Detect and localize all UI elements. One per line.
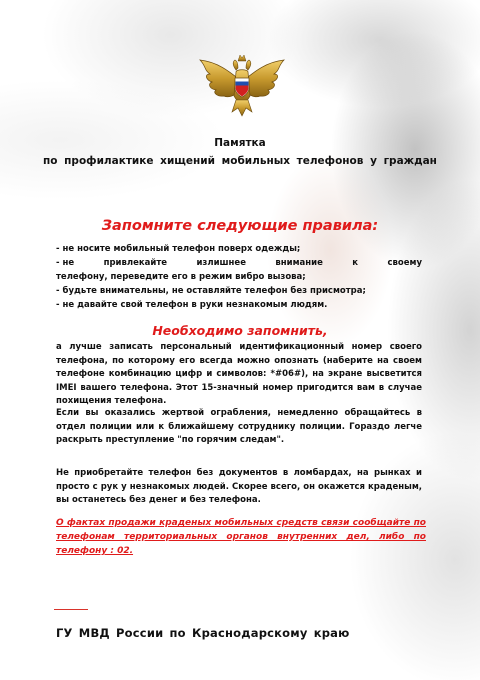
rule-item: - не носите мобильный телефон поверх одежды; — [56, 244, 301, 254]
memo-title-line2: по профилактике хищений мобильных телефонов у граждан — [43, 155, 437, 167]
must-remember-heading: Необходимо запомнить, — [152, 323, 328, 338]
rule-item: - не привлекайте излишнее внимание к своему — [56, 258, 422, 268]
report-warning: О фактах продажи краденых мобильных средств связи сообщайте по телефонам территориальных органов внутренних дел, либо по телефону : 02. — [56, 518, 426, 556]
mvd-emblem-icon — [196, 52, 288, 124]
rule-item: - будьте внимательны, не оставляйте телефон без присмотра; — [56, 286, 366, 296]
rule-item: - не давайте свой телефон в руки незнакомым людям. — [56, 300, 328, 310]
footer-organization: ГУ МВД России по Краснодарскому краю — [56, 626, 350, 640]
rule-item-continuation: телефону, переведите его в режим вибро вызова; — [56, 272, 306, 282]
memo-title-line1: Памятка — [214, 137, 266, 149]
footer-divider — [54, 609, 88, 610]
pawnshop-paragraph: Не приобретайте телефон без документов в ломбардах, на рынках и просто с рук у незнакомых людей. Скорее всего, он окажется краденым, вы останетесь без денег и без телефона. — [56, 468, 422, 506]
imei-paragraph: а лучше записать персональный идентификационный номер своего телефона, по которому его всегда можно опознать (наберите на своем телефоне комбинацию цифр и символов: *#06#), на экране высветится IMEI вашего телефона. Этот 15-значный номер пригодится вам в случае похищения телефона. — [56, 342, 422, 407]
rules-list — [56, 242, 422, 312]
rules-heading: Запомните следующие правила: — [101, 218, 379, 234]
robbery-paragraph: Если вы оказались жертвой ограбления, немедленно обращайтесь в отдел полиции или к ближайшему сотруднику полиции. Гораздо легче раскрыть преступление "по горячим следам". — [56, 408, 422, 446]
memo-title — [40, 134, 440, 170]
